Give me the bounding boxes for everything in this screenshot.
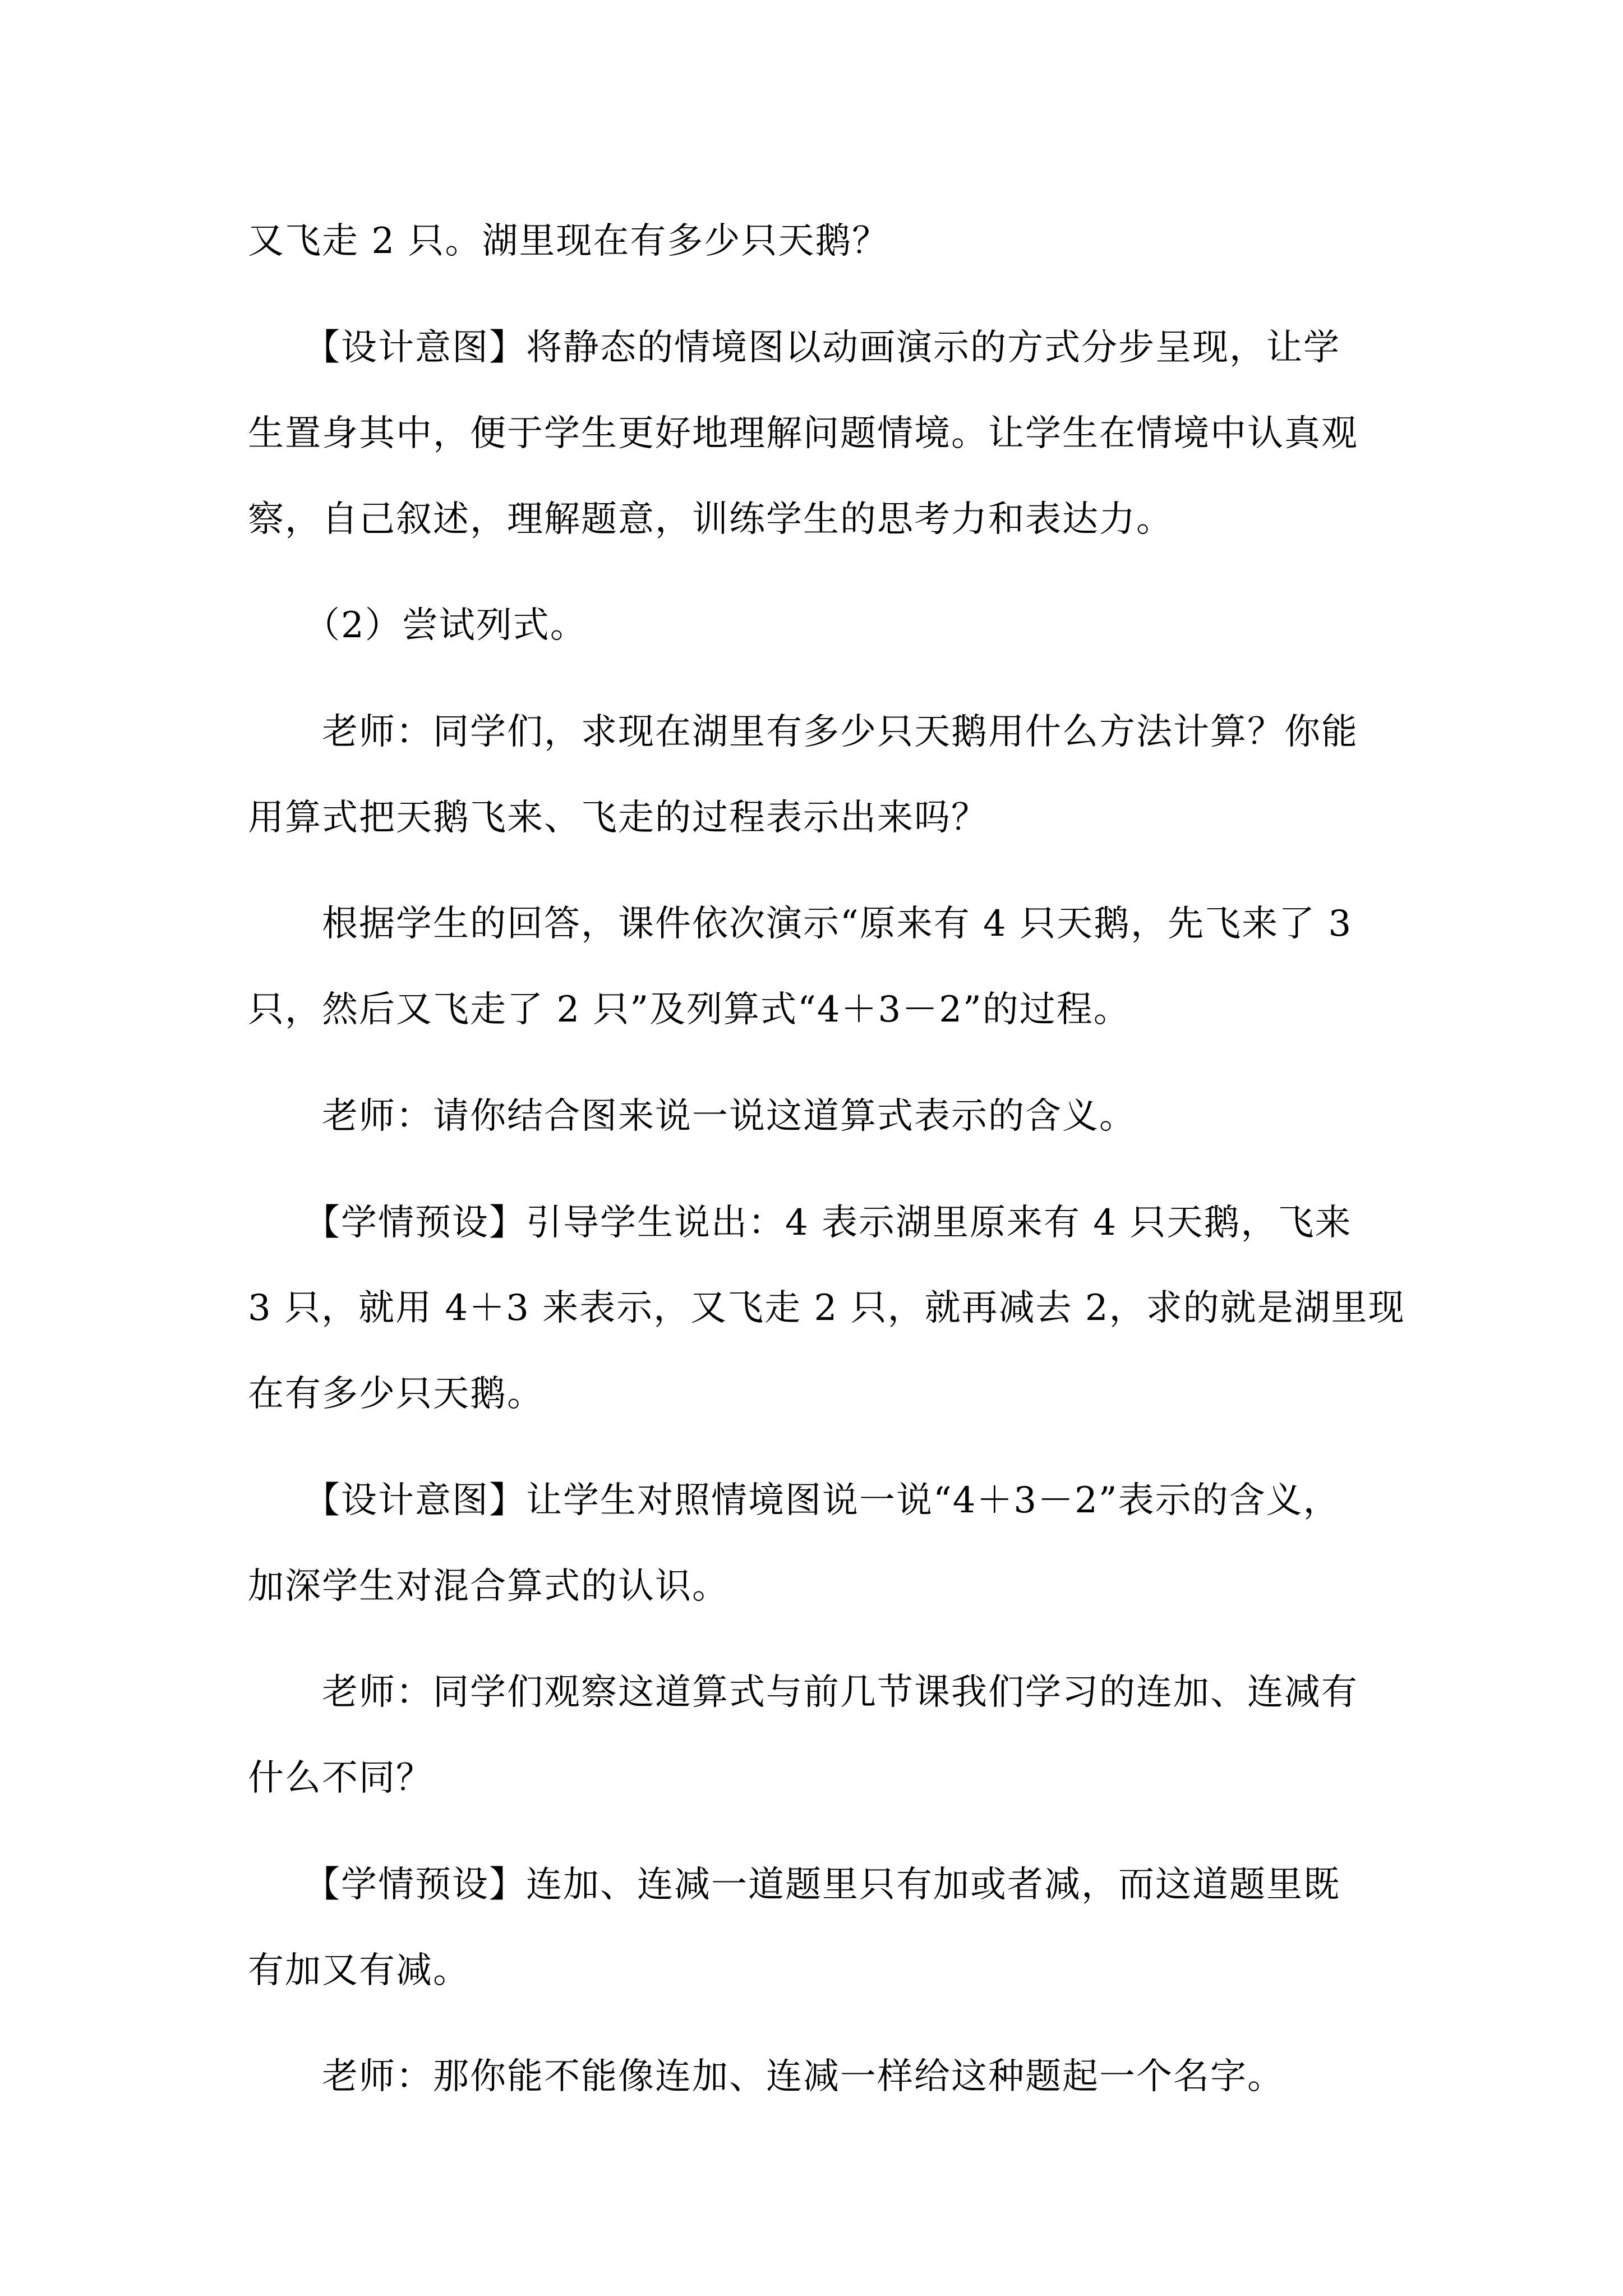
text-line: 用算式把天鹅飞来、飞走的过程表示出来吗？ [248, 797, 988, 839]
text-line: 老师：同学们，求现在湖里有多少只天鹅用什么方法计算？你能 [248, 711, 1358, 753]
text-line: 【设计意图】将静态的情境图以动画演示的方式分步呈现，让学 [248, 327, 1340, 369]
text-line: 老师：同学们观察这道算式与前几节课我们学习的连加、连减有 [248, 1672, 1358, 1713]
text-line: （2）尝试列式。 [248, 605, 587, 646]
text-line: 老师：请你结合图来说一说这道算式表示的含义。 [248, 1096, 1136, 1137]
text-line: 又飞走 2 只。湖里现在有多少只天鹅？ [248, 220, 889, 262]
text-line: 什么不同？ [248, 1757, 433, 1799]
text-line: 【学情预设】引导学生说出：4 表示湖里原来有 4 只天鹅，飞来 [248, 1202, 1352, 1244]
text-line: 察，自己叙述，理解题意，训练学生的思考力和表达力。 [248, 499, 1173, 540]
text-line: 3 只，就用 4＋3 来表示，又飞走 2 只，就再减去 2，求的就是湖里现 [248, 1287, 1405, 1329]
text-line: 根据学生的回答，课件依次演示“原来有 4 只天鹅，先飞来了 3 [248, 903, 1353, 945]
text-line: 【学情预设】连加、连减一道题里只有加或者减，而这道题里既 [248, 1864, 1340, 1906]
text-line: 只，然后又飞走了 2 只”及列算式“4＋3－2”的过程。 [248, 989, 1131, 1030]
text-line: 【设计意图】让学生对照情境图说一说“4＋3－2”表示的含义， [248, 1480, 1340, 1521]
text-line: 老师：那你能不能像连加、连减一样给这种题起一个名字。 [248, 2056, 1284, 2097]
text-line: 有加又有减。 [248, 1950, 470, 1991]
text-line: 在有多少只天鹅。 [248, 1373, 544, 1415]
text-line: 加深学生对混合算式的认识。 [248, 1566, 729, 1607]
text-line: 生置身其中，便于学生更好地理解问题情境。让学生在情境中认真观 [248, 413, 1358, 454]
